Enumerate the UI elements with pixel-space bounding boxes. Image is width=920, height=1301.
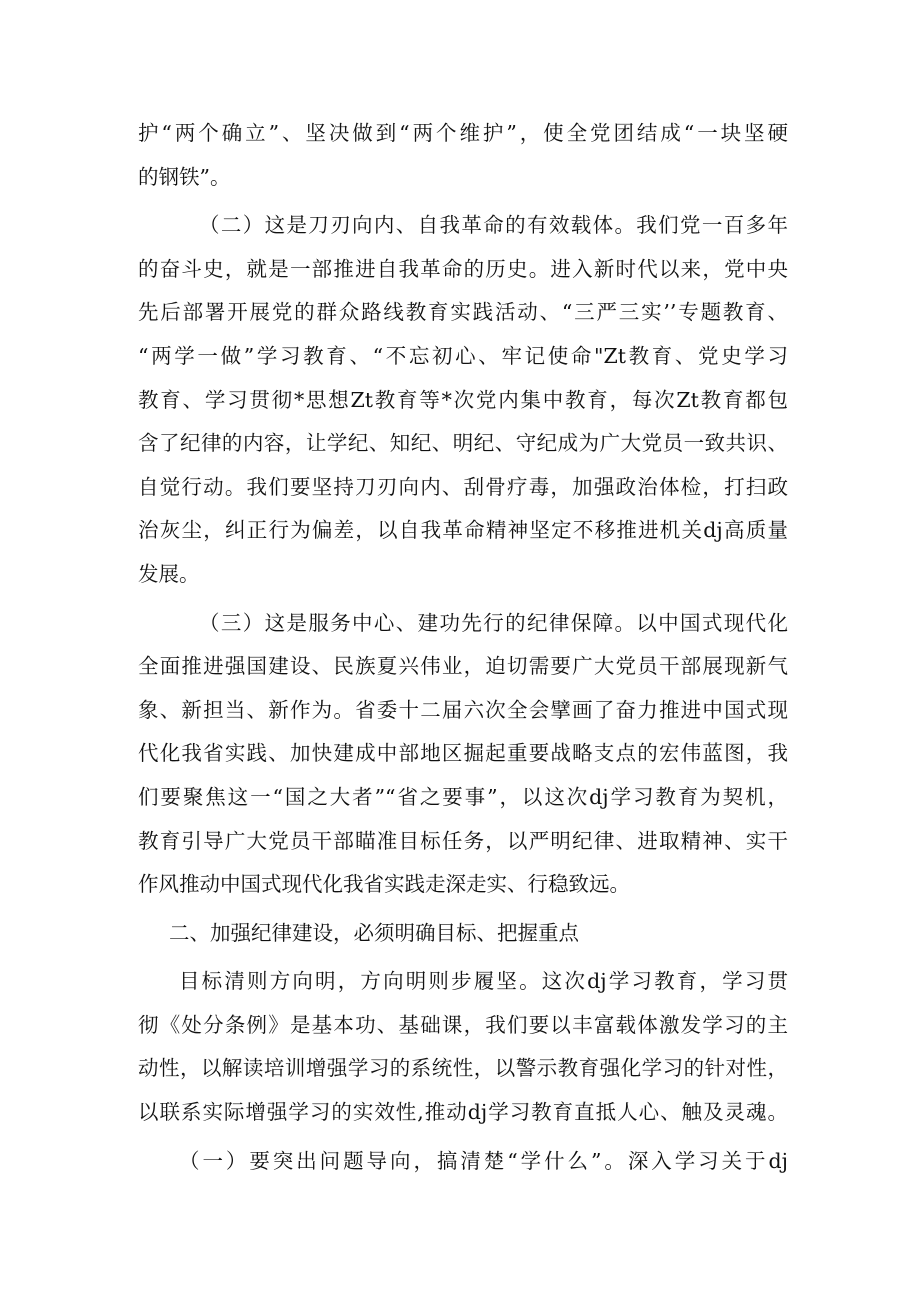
text-line: （三）这是服务中心、建功先行的纪律保障。以中国式现代化 [199,610,788,635]
paragraph-section-3 [138,602,788,907]
text-line: 教育引导广大党员干部瞄准目标任务，以严明纪律、进取精神、实干 [138,828,788,853]
text-line: 的钢铁”。 [138,164,231,189]
text-line: 动性，以解读培训增强学习的系统性，以警示教育强化学习的针对性， [138,1056,788,1081]
text-line: （一）要突出问题导向，搞清楚“学什么”。深入学习关于dj [179,1148,788,1173]
text-line: 先后部署开展党的群众路线教育实践活动、“三严三实’’专题教育、 [138,300,788,325]
heading-text: 二、加强纪律建设，必须明确目标、把握重点 [169,920,579,945]
text-line: 们要聚焦这一“国之大者”“省之要事”，以这次dj学习教育为契机， [138,784,788,809]
section-heading [138,912,788,956]
text-line: （二）这是刀刃向内、自我革命的有效载体。我们党一百多年 [199,213,788,238]
document-body [138,112,788,1183]
text-line: 作风推动中国式现代化我省实践走深走实、行稳致远。 [138,872,630,897]
text-line: 自觉行动。我们要坚持刀刃向内、刮骨疗毒，加强政治体检，打扫政 [138,474,788,499]
paragraph-section-2 [138,204,788,596]
text-line: 目标清则方向明，方向明则步履坚。这次dj学习教育，学习贯 [179,969,788,994]
text-line: 含了纪律的内容，让学纪、知纪、明纪、守纪成为广大党员一致共识、 [138,431,788,456]
text-line: “两学一做”学习教育、“不忘初心、牢记使命"Zt教育、党史学习 [138,343,788,368]
paragraph-intro [138,960,788,1134]
paragraph-continuation [138,112,788,199]
text-line: 护“两个确立”、坚决做到“两个维护”，使全党团结成“一块坚硬 [138,121,788,145]
text-line: 代化我省实践、加快建成中部地区掘起重要战略支点的宏伟蓝图，我 [138,741,788,766]
text-line: 象、新担当、新作为。省委十二届六次全会擘画了奋力推进中国式现 [138,697,788,722]
paragraph-subsection-1 [138,1140,788,1184]
text-line: 教育、学习贯彻*思想Zt教育等*次党内集中教育，每次Zt教育都包 [138,387,788,412]
text-line: 发展。 [138,561,200,586]
text-line: 彻《处分条例》是基本功、基础课，我们要以丰富载体激发学习的主 [138,1012,788,1037]
text-line: 全面推进强国建设、民族夏兴伟业，迫切需要广大党员干部展现新气 [138,654,788,679]
text-line: 以联系实际增强学习的实效性,推动dj学习教育直抵人心、触及灵魂。 [138,1100,788,1125]
text-line: 的奋斗史，就是一部推进自我革命的历史。进入新时代以来，党中央 [138,256,788,281]
text-line: 治灰尘，纠正行为偏差，以自我革命精神坚定不移推进机关dj高质量 [138,518,788,543]
